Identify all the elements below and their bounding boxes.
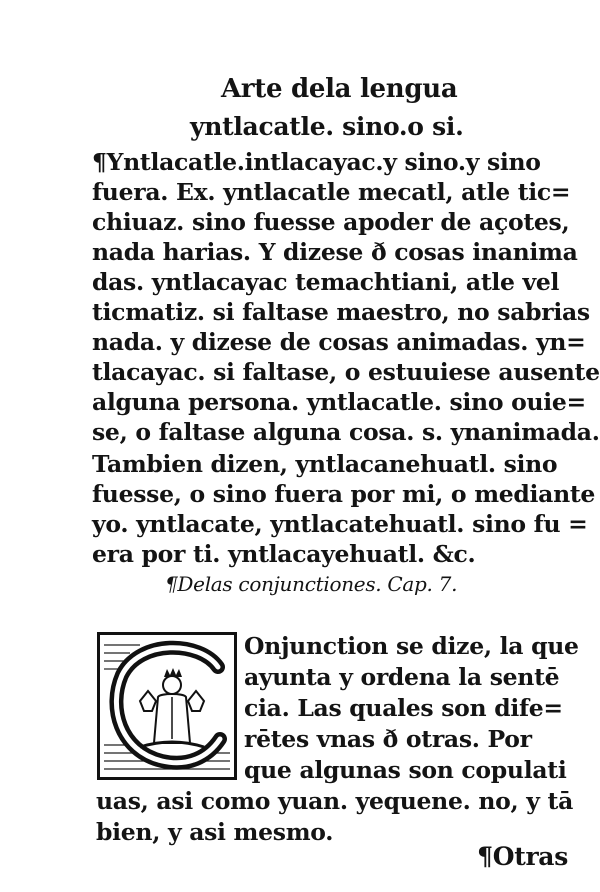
text-line: Onjunction se dize, la que — [244, 632, 579, 660]
text-line: alguna persona. yntlacatle. sino ouie= — [92, 388, 586, 416]
woodcut-illustration — [100, 635, 234, 777]
text-line: das. yntlacayac temachtiani, atle vel — [92, 268, 560, 296]
text-line: ¶Yntlacatle.intlacayac.y sino.y sino — [92, 148, 541, 176]
catchword: ¶Otras — [477, 842, 568, 871]
text-line: bien, y asi mesmo. — [96, 818, 334, 846]
text-line: Tambien dizen, yntlacanehuatl. sino — [92, 450, 558, 478]
text-line: nada. y dizese de cosas animadas. yn= — [92, 328, 586, 356]
text-line: tlacayac. si faltase, o estuuiese ausente — [92, 358, 600, 386]
text-line: era por ti. yntlacayehuatl. &c. — [92, 540, 476, 568]
text-line: rētes vnas ð otras. Por — [244, 725, 532, 753]
text-line: se, o faltase alguna cosa. s. ynanimada. — [92, 418, 600, 446]
running-header: Arte dela lengua — [221, 74, 458, 104]
text-line: cia. Las quales son dife= — [244, 694, 563, 722]
text-line: ticmatiz. si faltase maestro, no sabrias — [92, 298, 590, 326]
text-line: nada harias. Y dizese ð cosas inanima — [92, 238, 578, 266]
section-heading: yntlacatle. sino.o si. — [190, 112, 464, 141]
text-line: ayunta y ordena la sentē — [244, 663, 560, 691]
text-line: fuesse, o sino fuera por mi, o mediante — [92, 480, 596, 508]
text-line: uas, asi como yuan. yequene. no, y tā — [96, 787, 574, 815]
chapter-heading: ¶Delas conjunctiones. Cap. 7. — [165, 572, 458, 596]
text-line: chiuaz. sino fuesse apoder de açotes, — [92, 208, 570, 236]
text-line: fuera. Ex. yntlacatle mecatl, atle tic= — [92, 178, 571, 206]
text-line: yo. yntlacate, yntlacatehuatl. sino fu = — [92, 510, 588, 538]
decorated-initial — [97, 632, 237, 780]
text-line: que algunas son copulati — [244, 756, 567, 784]
